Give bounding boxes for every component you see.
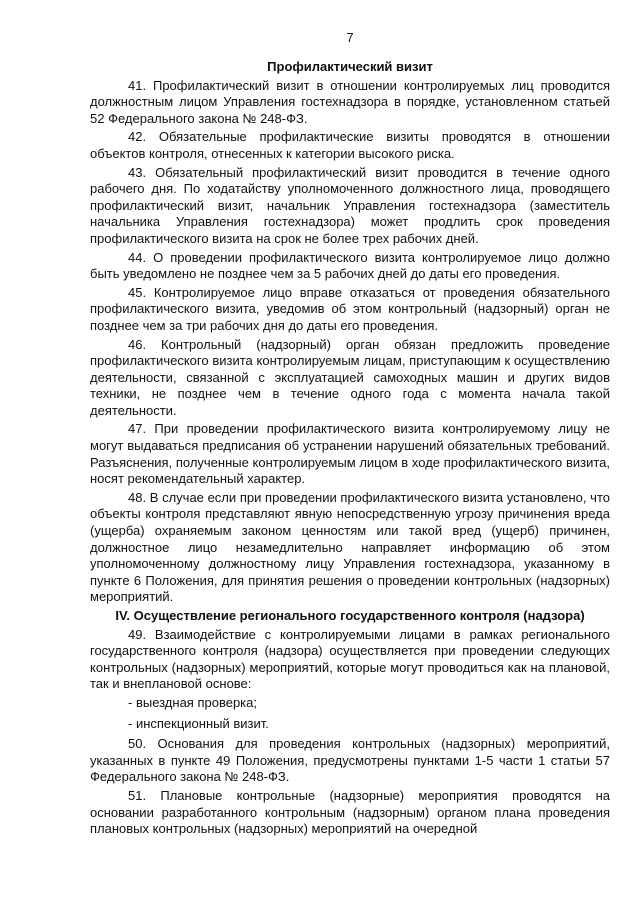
list-item: - инспекционный визит. (128, 715, 269, 731)
paragraph-47: 47. При проведении профилактического визита контролируемому лицу не могут выдаваться предписания об устранении нарушений обязательных требований. Разъяснения, полученные контролируемым лицом в ходе профилактического визита, носят рекомендательный характер. (90, 421, 610, 487)
section-heading-preventive-visit: Профилактический визит (267, 59, 433, 74)
paragraph-48: 48. В случае если при проведении профилактического визита установлено, что объекты контроля представляют явную непосредственную угрозу причинения вреда (ущерба) охраняемым законом ценностям или такой вред (ущерб) причинен, должностное лицо незамедлительно направляет информацию об этом уполномоченному должностному лицу Управления гостехнадзора, указанному в пункте 6 Положения, для принятия решения о проведении контрольных (надзорных) мероприятий. (90, 489, 610, 605)
paragraph-45: 45. Контролируемое лицо вправе отказаться от проведения обязательного профилактического визита, уведомив об этом контрольный (надзорный) орган не позднее чем за три рабочих дня до даты его проведения. (90, 284, 610, 333)
list-item: - выездная проверка; (128, 694, 257, 710)
document-page (90, 0, 610, 905)
paragraph-51: 51. Плановые контрольные (надзорные) мероприятия проводятся на основании разработанного контрольным (надзорным) органом плана проведения плановых контрольных (надзорных) мероприятий на очередной (90, 787, 610, 837)
paragraph-46: 46. Контрольный (надзорный) орган обязан предложить проведение профилактического визита контролируемым лицам, приступающим к осуществлению деятельности, связанной с эксплуатацией самоходных машин и других видов техники, не позднее чем в течение одного года с момента начала такой деятельности. (90, 336, 610, 418)
page-number: 7 (346, 30, 354, 45)
paragraph-43: 43. Обязательный профилактический визит проводится в течение одного рабочего дня. По ходатайству уполномоченного должностного лица, проводящего профилактический визит, начальник Управления гостехнадзора (заместитель начальника Управления гостехнадзора) может продлить срок проведения профилактического визита на срок не более трех рабочих дней. (90, 164, 610, 246)
document-body (90, 59, 610, 840)
paragraph-41: 41. Профилактический визит в отношении контролируемых лиц проводится должностным лицом Управления гостехнадзора в порядке, установленном статьей 52 Федерального закона № 248-ФЗ. (90, 77, 610, 126)
paragraph-50: 50. Основания для проведения контрольных (надзорных) мероприятий, указанных в пункте 49 Положения, предусмотрены пунктами 1-5 части 1 статьи 57 Федерального закона № 248-ФЗ. (90, 736, 610, 785)
paragraph-42: 42. Обязательные профилактические визиты проводятся в отношении объектов контроля, отнесенных к категории высокого риска. (90, 129, 610, 161)
section-heading-regional-control: IV. Осуществление регионального государственного контроля (надзора) (115, 608, 585, 623)
paragraph-44: 44. О проведении профилактического визита контролируемое лицо должно быть уведомлено не позднее чем за 5 рабочих дней до даты его проведения. (90, 249, 610, 282)
paragraph-49: 49. Взаимодействие с контролируемыми лицами в рамках регионального государственного контроля (надзора) осуществляется при проведении следующих контрольных (надзорных) мероприятий, которые могут проводиться как на плановой, так и внеплановой основе: (90, 626, 610, 692)
